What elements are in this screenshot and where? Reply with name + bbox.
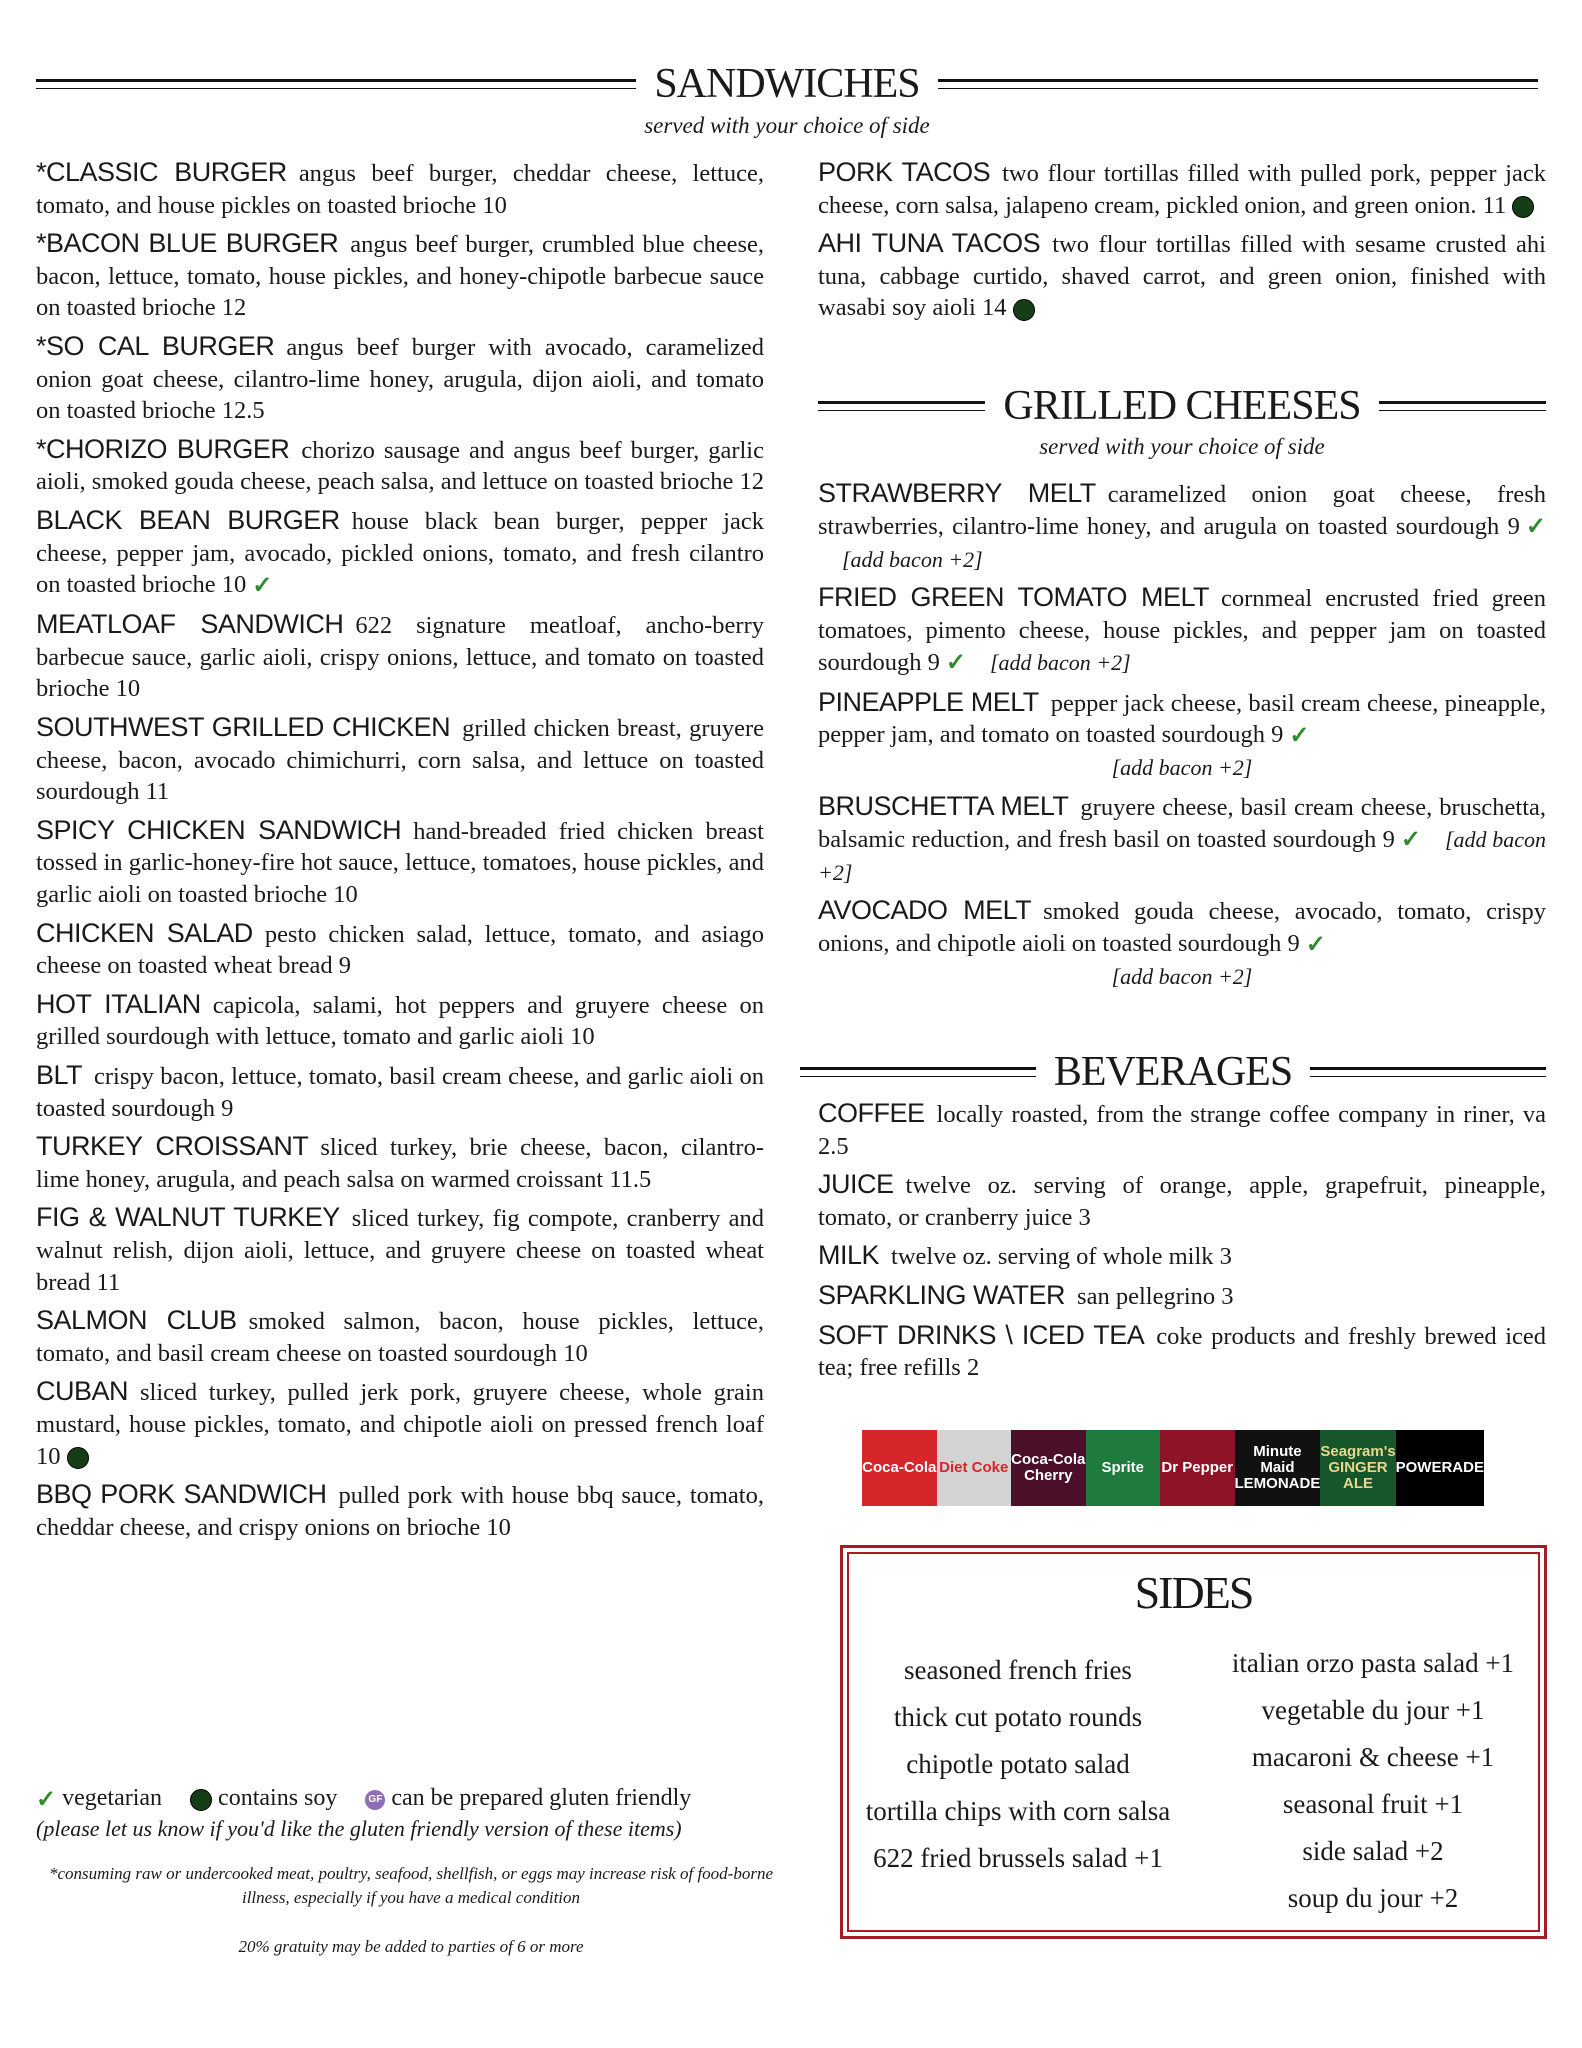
side-item: macaroni & cheese +1 (1251, 1742, 1495, 1772)
drink-logo: Seagram's GINGER ALE (1320, 1430, 1395, 1506)
divider (800, 1067, 1036, 1077)
beverages-heading (800, 1048, 1546, 1096)
drink-logo: Coca-Cola Cherry (1011, 1430, 1086, 1506)
sandwiches-heading (36, 60, 1538, 108)
item-name: SOFT DRINKS \ ICED TEA (818, 1319, 1145, 1350)
item-name: FRIED GREEN TOMATO MELT (818, 582, 1209, 613)
legend-gf-note: (please let us know if you'd like the gluten friendly version of these items) (36, 1816, 682, 1841)
soy-icon (1512, 196, 1534, 218)
menu-item (36, 1202, 764, 1298)
item-name: *SO CAL BURGER (36, 330, 275, 361)
item-description: locally roasted, from the strange coffee company in riner, va 2.5 (818, 1101, 1546, 1160)
side-item: vegetable du jour +1 (1261, 1695, 1485, 1725)
menu-item (36, 505, 764, 602)
menu-item (818, 687, 1546, 784)
drink-logo: Minute Maid LEMONADE (1235, 1430, 1321, 1506)
vegetarian-leaf-icon: ✓ (252, 572, 273, 599)
side-item: italian orzo pasta salad +1 (1231, 1648, 1515, 1678)
item-name: TURKEY CROISSANT (36, 1131, 309, 1162)
item-description: angus beef burger, crumbled blue cheese, bacon, lettuce, tomato, house pickles, and honey-chipotle barbecue sauce on toasted brioche 12 (36, 231, 764, 322)
menu-item (36, 609, 764, 705)
menu-item (36, 815, 764, 911)
item-description: sliced turkey, fig compote, cranberry and walnut relish, dijon aioli, lettuce, and gruyere cheese on toasted wheat bread 11 (36, 1205, 764, 1296)
menu-item (36, 1376, 764, 1472)
item-name: FIG & WALNUT TURKEY (36, 1202, 340, 1233)
item-name: SPARKLING WATER (818, 1279, 1066, 1310)
sandwiches-subtitle: served with your choice of side (644, 113, 930, 138)
item-description: crispy bacon, lettuce, tomato, basil cream cheese, and garlic aioli on toasted sourdough 9 (36, 1063, 764, 1122)
soy-icon (67, 1447, 89, 1469)
side-item: soup du jour +2 (1287, 1883, 1459, 1913)
grilled-cheeses-subtitle: served with your choice of side (1039, 434, 1325, 459)
menu-item (818, 157, 1546, 221)
beverages-list (818, 1098, 1546, 1391)
item-name: COFFEE (818, 1098, 925, 1128)
item-description: cornmeal encrusted fried green tomatoes, pimento cheese, house pickles, and pepper jam on toasted sourdough 9 (818, 585, 1546, 676)
add-bacon-note: [add bacon +2] (842, 546, 983, 572)
add-bacon-note: [add bacon +2] (818, 826, 1546, 885)
item-name: PINEAPPLE MELT (818, 686, 1039, 717)
soft-drink-logos (862, 1430, 1484, 1506)
item-description: gruyere cheese, basil cream cheese, bruschetta, balsamic reduction, and fresh basil on toasted sourdough 9 (818, 794, 1547, 853)
item-description: chorizo sausage and angus beef burger, garlic aioli, smoked gouda cheese, peach salsa, and lettuce on toasted brioche 12 (36, 436, 764, 496)
item-name: AHI TUNA TACOS (818, 228, 1041, 259)
menu-item (818, 791, 1546, 888)
sides-left-list (853, 1655, 1183, 1890)
menu-item (818, 582, 1546, 679)
item-name: JUICE (818, 1169, 894, 1200)
item-name: *CLASSIC BURGER (36, 157, 287, 187)
section-title: SANDWICHES (654, 61, 920, 107)
menu-item (818, 1320, 1546, 1384)
add-bacon-note: [add bacon +2] (1111, 964, 1253, 990)
legend (36, 1785, 691, 1842)
item-name: BLT (36, 1060, 83, 1091)
item-name: *BACON BLUE BURGER (36, 228, 339, 259)
divider (938, 79, 1538, 89)
menu-item (818, 478, 1546, 575)
item-name: SALMON CLUB (36, 1305, 237, 1336)
vegetarian-leaf-icon: ✓ (1305, 931, 1326, 958)
item-description: pulled pork with house bbq sauce, tomato, cheddar cheese, and crispy onions on brioche 10 (36, 1482, 764, 1541)
item-name: STRAWBERRY MELT (818, 478, 1096, 508)
menu-item (36, 228, 764, 324)
divider (1379, 401, 1546, 411)
item-description: hand-breaded fried chicken breast tossed in garlic-honey-fire hot sauce, lettuce, tomatoes, house pickles, and garlic aioli on toasted brioche 10 (36, 817, 764, 909)
side-item: thick cut potato rounds (893, 1702, 1143, 1732)
item-description: pesto chicken salad, lettuce, tomato, and asiago cheese on toasted wheat bread 9 (36, 920, 764, 980)
soy-icon (190, 1789, 212, 1811)
menu-item (36, 1305, 764, 1369)
vegetarian-leaf-icon: ✓ (36, 1787, 57, 1813)
item-description: twelve oz. serving of whole milk 3 (891, 1243, 1232, 1271)
item-description: two flour tortillas filled with sesame crusted ahi tuna, cabbage curtido, shaved carrot, and green onion, finished with wasabi soy aioli 14 (818, 231, 1546, 322)
menu-item (818, 1280, 1546, 1313)
vegetarian-leaf-icon: ✓ (945, 650, 966, 677)
add-bacon-note: [add bacon +2] (1111, 755, 1253, 781)
vegetarian-leaf-icon: ✓ (1289, 722, 1310, 749)
legend-vegetarian: vegetarian (62, 1785, 163, 1812)
item-description: house black bean burger, pepper jack cheese, pepper jam, avocado, pickled onions, tomato, and fresh cilantro on toasted brioche 10 (36, 507, 764, 599)
item-description: caramelized onion goat cheese, fresh strawberries, cilantro-lime honey, and arugula on toasted sourdough 9 (818, 481, 1546, 540)
side-item: side salad +2 (1302, 1836, 1444, 1866)
side-item: 622 fried brussels salad +1 (873, 1843, 1163, 1873)
item-description: coke products and freshly brewed iced tea; free refills 2 (818, 1322, 1547, 1382)
legend-gf: can be prepared gluten friendly (391, 1785, 692, 1812)
gluten-friendly-icon: GF (365, 1790, 385, 1810)
menu-item (36, 157, 764, 221)
grilled-cheeses-heading (818, 382, 1546, 430)
drink-logo: Diet Coke (937, 1430, 1012, 1506)
menu-item (818, 228, 1546, 324)
item-description: san pellegrino 3 (1077, 1282, 1234, 1310)
menu-item (36, 918, 764, 982)
vegetarian-leaf-icon: ✓ (1400, 827, 1421, 854)
item-description: angus beef burger, cheddar cheese, lettuce, tomato, and house pickles on toasted brioche 10 (36, 160, 764, 219)
item-name: CUBAN (36, 1376, 129, 1407)
drink-logo: Dr Pepper (1160, 1430, 1235, 1506)
item-description: grilled chicken breast, gruyere cheese, bacon, avocado chimichurri, corn salsa, and lettuce on toasted sourdough 11 (36, 715, 764, 806)
section-title: BEVERAGES (1053, 1049, 1293, 1095)
grilled-cheeses-list (818, 478, 1546, 1000)
section-title: GRILLED CHEESES (1003, 383, 1361, 429)
item-name: PORK TACOS (818, 157, 991, 187)
item-description: capicola, salami, hot peppers and gruyere cheese on grilled sourdough with lettuce, tomato and garlic aioli 10 (36, 991, 764, 1051)
item-description: sliced turkey, pulled jerk pork, gruyere cheese, whole grain mustard, house pickles, tomato, and chipotle aioli on pressed french loaf 10 (36, 1379, 764, 1470)
sides-box (840, 1545, 1547, 1939)
side-item: seasoned french fries (904, 1655, 1132, 1685)
gratuity-note: 20% gratuity may be added to parties of 6 or more (238, 1937, 584, 1956)
soy-icon (1013, 299, 1035, 321)
drink-logo: Sprite (1086, 1430, 1161, 1506)
sandwiches-list (36, 157, 764, 1550)
item-description: angus beef burger with avocado, caramelized onion goat cheese, cilantro-lime honey, arugula, dijon aioli, and tomato on toasted brioche 12.5 (36, 333, 764, 425)
item-description: two flour tortillas filled with pulled pork, pepper jack cheese, corn salsa, jalapeno cream, pickled onion, and green onion. 11 (818, 160, 1546, 219)
menu-item (36, 331, 764, 427)
item-name: SPICY CHICKEN SANDWICH (36, 814, 402, 845)
divider (818, 401, 985, 411)
item-description: twelve oz. serving of orange, apple, grapefruit, pineapple, tomato, or cranberry juice 3 (818, 1172, 1546, 1231)
item-description: smoked salmon, bacon, house pickles, lettuce, tomato, and basil cream cheese on toasted sourdough 10 (36, 1308, 764, 1367)
menu-item (36, 989, 764, 1053)
menu-item (818, 1240, 1546, 1273)
item-description: 622 signature meatloaf, ancho-berry barbecue sauce, garlic aioli, crispy onions, lettuce, and tomato on toasted brioche 10 (36, 612, 764, 703)
menu-item (36, 1060, 764, 1124)
menu-item (36, 1131, 764, 1195)
menu-item (36, 1479, 764, 1543)
item-name: HOT ITALIAN (36, 988, 201, 1019)
raw-food-warning: *consuming raw or undercooked meat, poultry, seafood, shellfish, or eggs may increase risk of food-borne illness, especially if you have a medical condition (49, 1864, 773, 1907)
item-name: BRUSCHETTA MELT (818, 791, 1069, 822)
item-description: sliced turkey, brie cheese, bacon, cilantro-lime honey, arugula, and peach salsa on warmed croissant 11.5 (36, 1134, 764, 1193)
legend-soy: contains soy (218, 1785, 338, 1812)
item-name: AVOCADO MELT (818, 895, 1032, 926)
menu-item (818, 1169, 1546, 1233)
menu-item (36, 434, 764, 498)
drink-logo: POWERADE (1396, 1430, 1484, 1506)
tacos-list (818, 157, 1546, 331)
item-description: pepper jack cheese, basil cream cheese, pineapple, pepper jam, and tomato on toasted sourdough 9 (818, 689, 1547, 749)
sides-title: SIDES (1134, 1567, 1253, 1618)
menu-item (818, 895, 1546, 992)
side-item: chipotle potato salad (906, 1749, 1130, 1779)
add-bacon-note: [add bacon +2] (989, 649, 1131, 675)
item-name: *CHORIZO BURGER (36, 433, 290, 464)
side-item: seasonal fruit +1 (1282, 1789, 1464, 1819)
menu-item (36, 712, 764, 808)
item-name: BLACK BEAN BURGER (36, 504, 340, 535)
item-name: MEATLOAF SANDWICH (36, 609, 344, 640)
item-description: smoked gouda cheese, avocado, tomato, crispy onions, and chipotle aioli on toasted sourdough 9 (818, 898, 1546, 958)
menu-item (818, 1098, 1546, 1162)
sides-right-list (1203, 1648, 1543, 1930)
divider (1310, 1067, 1546, 1077)
item-name: SOUTHWEST GRILLED CHICKEN (36, 712, 451, 743)
side-item: tortilla chips with corn salsa (865, 1796, 1171, 1826)
vegetarian-leaf-icon: ✓ (1525, 514, 1546, 541)
item-name: MILK (818, 1240, 880, 1271)
item-name: CHICKEN SALAD (36, 917, 253, 948)
drink-logo: Coca-Cola (862, 1430, 937, 1506)
item-name: BBQ PORK SANDWICH (36, 1479, 327, 1510)
divider (36, 79, 636, 89)
